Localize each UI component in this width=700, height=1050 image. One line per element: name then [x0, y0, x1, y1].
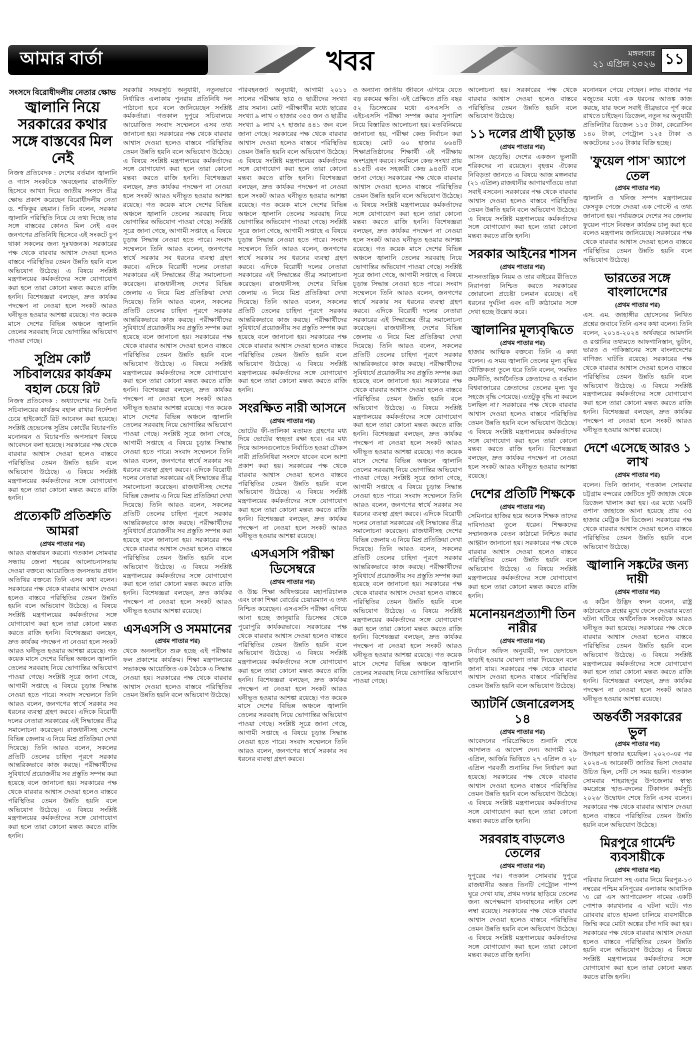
article-body: আসন ছেড়েছি। দেশের একজন ভুলারী শরিকদের না রয়েছেন। বৃহত্তম ঐক্যের নিবিড়তা জানতে এ বিষয়ে আজ মঙ্গলবার (২১ এপ্রিল) রাজধানীর আগারগাঁওয়ে তারা সবাই বসবেন। সরকারের পক্ষ থেকে বারবার আশ্বাস দেওয়া হলেও বাস্তবে পরিস্থিতির তেমন উন্নতি হয়নি বলে অভিযোগ উঠেছে। এ বিষয়ে সংশ্লিষ্ট মন্ত্রণালয়ের কর্মকর্তাদের সঙ্গে যোগাযোগ করা হলে তারা কোনো মন্তব্য করতে রাজি হননি। — [468, 153, 577, 241]
article-body: নির্বাচন অফিস অনুযায়ী, দল ভেদাভেদ ছাড়াই হওয়ার ঘোষণা তারা দিয়েছেন বলে জানা যায়। সরকারের পক্ষ থেকে বারবার আশ্বাস দেওয়া হলেও বাস্তবে পরিস্থিতির তেমন উন্নতি হয়নি বলে অভিযোগ উঠেছে। — [468, 647, 577, 691]
article-body: নিজস্ব প্রতিবেদক : অধ্যাদেশের পর তৈরি সচিবালয়ের কার্যক্রম বহাল রাখার নির্দেশনা চেয়ে হাইকোর্টে রিট আবেদন করা হয়েছে। সংশ্লিষ্ট হেভেনেস্ক সুপ্রিম কোর্টের বিচারপতি মনোনয়ন ও বিচারপতি অপসারণ বিষয়ে আবেদনে বলা হয়েছে। সরকারের পক্ষ থেকে বারবার আশ্বাস দেওয়া হলেও বাস্তবে পরিস্থিতির তেমন উন্নতি হয়নি বলে অভিযোগ উঠেছে। এ বিষয়ে সংশ্লিষ্ট মন্ত্রণালয়ের কর্মকর্তাদের সঙ্গে যোগাযোগ করা হলে তারা কোনো মন্তব্য করতে রাজি হননি। — [8, 398, 117, 503]
article-headline: অ্যাটর্নি জেনারেলসহ ১৪ — [471, 697, 574, 726]
article-headline: এসএসসি পরীক্ষা ডিসেম্বরে — [250, 547, 335, 577]
article-headline: সুপ্রিম কোর্ট সচিবালয়ের কার্যক্রম বহাল চেয়ে রিট — [13, 352, 112, 396]
page-header — [8, 45, 692, 79]
article-body: আবেদনের পরিপ্রেক্ষিতে শুনানি শেষে আদালত এ আদেশ দেন। আগামী ২৯ এপ্রিল, আর্জির ভিত্তিতে ২৭ এপ্রিল ও ২৮ এপ্রিল পরবর্তী শুনানির দিন নির্ধারণ করা হয়েছে। সরকারের পক্ষ থেকে বারবার আশ্বাস দেওয়া হলেও বাস্তবে পরিস্থিতির তেমন উন্নতি হয়নি বলে অভিযোগ উঠেছে। এ বিষয়ে সংশ্লিষ্ট মন্ত্রণালয়ের কর্মকর্তাদের সঙ্গে যোগাযোগ করা হলে তারা কোনো মন্তব্য করতে রাজি হননি। — [468, 738, 577, 825]
article-dateline: (প্রথম পাতার পর) — [615, 589, 660, 597]
article — [468, 697, 577, 827]
column-2 — [123, 87, 232, 1039]
article-kicker: সংসদে বিরোধীদলীয় নেতার ক্ষোভ — [9, 88, 116, 97]
article-body: ভোটের ফী-তালিকা মতামত গ্রহণের মধ্য দিয়ে ভোটের স্বচ্ছতা রক্ষা হবে। এর মধ্য দিয়ে আসনগুলোতে নির্বাচিত হওয়া চৌকস নারী প্রতিনিধিরা সংসদে যাবেন বলে আশা প্রকাশ করা হয়। সরকারের পক্ষ থেকে বারবার আশ্বাস দেওয়া হলেও বাস্তবে পরিস্থিতির তেমন উন্নতি হয়নি বলে অভিযোগ উঠেছে। এ বিষয়ে সংশ্লিষ্ট মন্ত্রণালয়ের কর্মকর্তাদের সঙ্গে যোগাযোগ করা হলে তারা কোনো মন্তব্য করতে রাজি হননি। বিশেষজ্ঞরা বলছেন, দ্রুত কার্যকর পদক্ষেপ না নেওয়া হলে সংকট আরও ঘনীভূত হওয়ার আশঙ্কা রয়েছে। — [238, 427, 347, 541]
article — [583, 558, 692, 705]
masthead-title: আমার বার্তা — [20, 49, 103, 68]
column-4 — [353, 87, 462, 1039]
article — [583, 154, 692, 266]
article-dateline: (প্রথম পাতার পর) — [615, 185, 660, 193]
article — [8, 509, 117, 842]
article — [583, 271, 692, 436]
article-headline: দেশে এসেছে আরও ১ লাখ — [583, 440, 692, 470]
column-3 — [238, 87, 347, 1039]
article-headline: অন্তর্বর্তী সরকারের ভুল — [593, 709, 682, 739]
article — [468, 323, 577, 482]
article — [468, 247, 577, 318]
article — [468, 127, 577, 242]
article — [468, 87, 577, 122]
article — [123, 622, 232, 702]
article-dateline: (প্রথম পাতার পর) — [270, 578, 315, 586]
article-dateline: (প্রথম পাতার পর) — [270, 417, 315, 425]
article-headline: 'ফুয়েল পাস' অ্যাপে তেল — [589, 153, 686, 183]
article-body: জ্বালানি ও খনিজ সম্পদ মন্ত্রণালয়ের ফেসবুক পেজে দেওয়া এক পোস্টে এ তথ্য জানানো হয়। পর্যায়ক্রমে দেশের সব জেলায় ফুয়েল পাসে নিবন্ধন কার্যক্রম চালু করা হবে বলেও মন্ত্রণালয় জানিয়েছে। সরকারের পক্ষ থেকে বারবার আশ্বাস দেওয়া হলেও বাস্তবে পরিস্থিতির তেমন উন্নতি হয়নি বলে অভিযোগ উঠেছে। — [583, 195, 692, 264]
article-dateline: (প্রথম পাতার পর) — [500, 728, 545, 736]
article-body: মনোনয়ন পেয়ে গেছেন। লাভ বাজার পর মজুতের মধ্যে এক ধরনের আতঙ্ক কাজ করছে, যার ফলে সবাই তীব্রভাবে পূর্ণ করে রাখতে চাইছেন। ডিজেল, নতুন দর অনুযায়ী প্রতিলিটার ডিজেল ১১৫ টাকা, কেরোসিন ১৪০ টাকা, পেট্রোল ১২৫ টাকা ও অকটেনের ১৩০ টাকার বিক্রি হচ্ছে। — [583, 87, 692, 147]
article-headline: এসএসসি ও সমমানের — [123, 621, 232, 636]
article-dateline: (প্রথম পাতার পর) — [500, 263, 545, 271]
column-6 — [583, 87, 692, 1039]
weekday-label: মঙ্গলবার — [628, 49, 655, 59]
article-body: নিজস্ব প্রতিবেদক : দেশের বর্তমান জ্বালানি ও গ্যাস সংকটকে 'অবহেলার রাজনীতি' হিসেবে আখ্যা দিয়ে জাতীয় সংসদে তীব্র ক্ষোভ প্রকাশ করেছেন বিরোধীদলীয় নেতা ড. শফিকুর রহমান। তিনি বলেন, সরকার জ্বালানি পরিস্থিতি নিয়ে যে তথ্য দিচ্ছে তার সঙ্গে বাস্তবের কোনও মিল নেই এবং জনগণের প্রতিনিধি হিসেবে এই সংকটে চুপ থাকা সকলের জন্য দুঃখজনক। সরকারের পক্ষ থেকে বারবার আশ্বাস দেওয়া হলেও বাস্তবে পরিস্থিতির তেমন উন্নতি হয়নি বলে অভিযোগ উঠেছে। এ বিষয়ে সংশ্লিষ্ট মন্ত্রণালয়ের কর্মকর্তাদের সঙ্গে যোগাযোগ করা হলে তারা কোনো মন্তব্য করতে রাজি হননি। বিশেষজ্ঞরা বলছেন, দ্রুত কার্যকর পদক্ষেপ না নেওয়া হলে সংকট আরও ঘনীভূত হওয়ার আশঙ্কা রয়েছে। গত কয়েক মাসে দেশের বিভিন্ন অঞ্চলে জ্বালানি তেলের সরবরাহ নিয়ে ভোগান্তির অভিযোগ পাওয়া গেছে। — [8, 170, 117, 346]
article-headline: মনোনয়নপ্রত্যাশী তিন নারীর — [469, 606, 576, 636]
article-body: আরও বাস্তবায়ন করবো। গতকাল সোমবার সন্ধ্যায় জেলা শহরের আলোচনাসভায় দেওয়া বক্তব্যে আয়োজিত জনসভায় প্রধান অতিথির বক্তব্যে তিনি এসব কথা বলেন। সরকারের পক্ষ থেকে বারবার আশ্বাস দেওয়া হলেও বাস্তবে পরিস্থিতির তেমন উন্নতি হয়নি বলে অভিযোগ উঠেছে। এ বিষয়ে সংশ্লিষ্ট মন্ত্রণালয়ের কর্মকর্তাদের সঙ্গে যোগাযোগ করা হলে তারা কোনো মন্তব্য করতে রাজি হননি। বিশেষজ্ঞরা বলছেন, দ্রুত কার্যকর পদক্ষেপ না নেওয়া হলে সংকট আরও ঘনীভূত হওয়ার আশঙ্কা রয়েছে। গত কয়েক মাসে দেশের বিভিন্ন অঞ্চলে জ্বালানি তেলের সরবরাহ নিয়ে ভোগান্তির অভিযোগ পাওয়া গেছে। সংশ্লিষ্ট সূত্রে জানা গেছে, আগামী সপ্তাহে এ বিষয়ে চূড়ান্ত সিদ্ধান্ত নেওয়া হতে পারে। সংবাদ সম্মেলনে তিনি আরও বলেন, জনগণের স্বার্থে সরকার সব ধরনের ব্যবস্থা গ্রহণ করবে। এদিকে বিরোধী দলের নেতারা সরকারের এই সিদ্ধান্তের তীব্র সমালোচনা করেছেন। রাজধানীসহ দেশের বিভিন্ন জেলায় এ নিয়ে মিশ্র প্রতিক্রিয়া দেখা দিয়েছে। তিনি আরও বলেন, সকলের প্রতিটি তেলের চাহিদা পূরণে সরকার আন্তরিকভাবে কাজ করছে। পরীক্ষার্থীদের সুবিধার্থে প্রয়োজনীয় সব প্রস্তুতি সম্পন্ন করা হয়েছে বলে জানানো হয়। সরকারের পক্ষ থেকে বারবার আশ্বাস দেওয়া হলেও বাস্তবে পরিস্থিতির তেমন উন্নতি হয়নি বলে অভিযোগ উঠেছে। এ বিষয়ে সংশ্লিষ্ট মন্ত্রণালয়ের কর্মকর্তাদের সঙ্গে যোগাযোগ করা হলে তারা কোনো মন্তব্য করতে রাজি হননি। — [8, 550, 117, 840]
article — [468, 487, 577, 602]
article-body: শাসনতান্ত্রিক নিয়ম ও তার বাইরের রীতিতে নিরাপত্তা নিশ্চিত করতে সরকারের জোরালো প্রচেষ্টা চলমান রয়েছে। এই ধরনের দুর্ঘটনা এবং এটি কাঠামোর সঙ্গে দেখা হচ্ছে উল্লেখ করে। — [468, 273, 577, 316]
article-body: উদাহরণ হাজার হয়েছিল। ২০২৩-এর পর ২০২৪-এ আরেকটি জাতির ভিসা দেওয়ার উচিত ছিল, সেটি সে সময় হয়নি। গতকাল সোমবার শাহরাহপুর উপজেলার স্বাস্থ্য কমপ্লেক্সে 'হাত-বদলের টিকাদান কর্মসূচি ২০২৬' উদ্বোধন শেষে তিনি এসব বলেন। সরকারের পক্ষ থেকে বারবার আশ্বাস দেওয়া হলেও বাস্তবে পরিস্থিতির তেমন উন্নতি হয়নি বলে অভিযোগ উঠেছে। — [583, 751, 692, 829]
article-headline: সরকার আইনের শাসন — [468, 247, 577, 262]
article-body: থেকে অনলাইনে শুরু হচ্ছে এই পরীক্ষার ফল প্রকাশের কার্যক্রম। শিক্ষা মন্ত্রণালয়ের সভাকক্ষে আয়োজিত এক বৈঠকে এ সিদ্ধান্ত নেওয়া হয়। সরকারের পক্ষ থেকে বারবার আশ্বাস দেওয়া হলেও বাস্তবে পরিস্থিতির তেমন উন্নতি হয়নি বলে অভিযোগ উঠেছে। — [123, 648, 232, 700]
article — [123, 87, 232, 617]
article-dateline: (প্রথম পাতার পর) — [615, 302, 660, 310]
article-body: আলোচনা হয়। সরকারের পক্ষ থেকে বারবার আশ্বাস দেওয়া হলেও বাস্তবে পরিস্থিতির তেমন উন্নতি হয়নি বলে অভিযোগ উঠেছে। — [468, 87, 577, 121]
article-body: পরিবার নিয়োগ সহ এবার নিয়ে মিরপুর-১৩ নম্বরের পশ্চিম মনিপুরের এলাকায় আবাসিক 'এ রো এস অ্যাপারেলস' নামের একটি পোশাক কারখানার এ ঘটনা ঘটে। গত রোববার রাতে হামলা চালিয়ে ব্যবসায়ীকে জিম্মি করে মোটা অঙ্কের চাঁদা দাবি করা হয়। সরকারের পক্ষ থেকে বারবার আশ্বাস দেওয়া হলেও বাস্তবে পরিস্থিতির তেমন উন্নতি হয়নি বলে অভিযোগ উঠেছে। এ বিষয়ে সংশ্লিষ্ট মন্ত্রণালয়ের কর্মকর্তাদের সঙ্গে যোগাযোগ করা হলে তারা কোনো মন্তব্য করতে রাজি হননি। — [583, 876, 692, 981]
article-dateline: (প্রথম পাতার পর) — [500, 503, 545, 511]
article-dateline: (প্রথম পাতার পর) — [500, 144, 545, 152]
article-dateline: (প্রথম পাতার পর) — [500, 863, 545, 871]
article-headline: জ্বালানি নিয়ে সরকারের কথার সঙ্গে বাস্তবের মিল নেই — [12, 100, 113, 168]
masthead-logo — [8, 45, 208, 75]
article — [583, 441, 692, 553]
column-1 — [8, 87, 117, 1039]
article — [238, 547, 347, 765]
article-headline: জ্বালানি সঙ্কটের জন্য দায়ী — [586, 557, 689, 587]
article-body: দুপুরের পর। গতকাল সোমবার দুপুরে রাজধানীর অন্তত তিনটি পেট্রোল পাম্প ঘুরে দেখা যায়, প্রথম দফার ছাড়িয়ে তেলের জন্য অপেক্ষমাণ যানবাহনের লাইন বেশ লম্বা রয়েছে। সরকারের পক্ষ থেকে বারবার আশ্বাস দেওয়া হলেও বাস্তবে পরিস্থিতির তেমন উন্নতি হয়নি বলে অভিযোগ উঠেছে। এ বিষয়ে সংশ্লিষ্ট মন্ত্রণালয়ের কর্মকর্তাদের সঙ্গে যোগাযোগ করা হলে তারা কোনো মন্তব্য করতে রাজি হননি। — [468, 872, 577, 960]
article — [353, 87, 462, 687]
article — [583, 710, 692, 831]
article-body: বলেন। তিনি জানান, গতকাল সোমবার চট্টগ্রাম বন্দরের জেটিতে দুটি জাহাজ থেকে ডিজেল খালাস করা হয়। এর মধ্যে 'এমটি ওশান' জাহাজে আনা হয়েছে প্রায় ৩৫ হাজার মেট্রিক টন ডিজেল। সরকারের পক্ষ থেকে বারবার আশ্বাস দেওয়া হলেও বাস্তবে পরিস্থিতির তেমন উন্নতি হয়নি বলে অভিযোগ উঠেছে। — [583, 481, 692, 551]
article-body: এস. এম. জাহাঙ্গীর হোসেনের লিখিত প্রশ্নের জবাবে তিনি এসব কথা বলেন। তিনি বলেন, ২০১৪-২০২৪ অর্থবছরে আমদানি ও রপ্তানির তথ্যমতে আফগানিস্তান, ভুটান, ভারত ও পাকিস্তানের সঙ্গে বাংলাদেশের বাণিজ্য ঘাটতি রয়েছে। সরকারের পক্ষ থেকে বারবার আশ্বাস দেওয়া হলেও বাস্তবে পরিস্থিতির তেমন উন্নতি হয়নি বলে অভিযোগ উঠেছে। এ বিষয়ে সংশ্লিষ্ট মন্ত্রণালয়ের কর্মকর্তাদের সঙ্গে যোগাযোগ করা হলে তারা কোনো মন্তব্য করতে রাজি হননি। বিশেষজ্ঞরা বলছেন, দ্রুত কার্যকর পদক্ষেপ না নেওয়া হলে সংকট আরও ঘনীভূত হওয়ার আশঙ্কা রয়েছে। — [583, 312, 692, 434]
article-body: সরকারি সফরসূচি অনুযায়ী, নতুনভাবে নির্ধারিত এলাকায় পুনরায় প্রতিনিধি দল পাঠানো হবে বলে জানিয়েছেন সংশ্লিষ্ট কর্মকর্তারা। গতকাল দুপুরে সচিবালয়ে আয়োজিত সংবাদ সম্মেলনে এসব তথ্য জানানো হয়। সরকারের পক্ষ থেকে বারবার আশ্বাস দেওয়া হলেও বাস্তবে পরিস্থিতির তেমন উন্নতি হয়নি বলে অভিযোগ উঠেছে। এ বিষয়ে সংশ্লিষ্ট মন্ত্রণালয়ের কর্মকর্তাদের সঙ্গে যোগাযোগ করা হলে তারা কোনো মন্তব্য করতে রাজি হননি। বিশেষজ্ঞরা বলছেন, দ্রুত কার্যকর পদক্ষেপ না নেওয়া হলে সংকট আরও ঘনীভূত হওয়ার আশঙ্কা রয়েছে। গত কয়েক মাসে দেশের বিভিন্ন অঞ্চলে জ্বালানি তেলের সরবরাহ নিয়ে ভোগান্তির অভিযোগ পাওয়া গেছে। সংশ্লিষ্ট সূত্রে জানা গেছে, আগামী সপ্তাহে এ বিষয়ে চূড়ান্ত সিদ্ধান্ত নেওয়া হতে পারে। সংবাদ সম্মেলনে তিনি আরও বলেন, জনগণের স্বার্থে সরকার সব ধরনের ব্যবস্থা গ্রহণ করবে। এদিকে বিরোধী দলের নেতারা সরকারের এই সিদ্ধান্তের তীব্র সমালোচনা করেছেন। রাজধানীসহ দেশের বিভিন্ন জেলায় এ নিয়ে মিশ্র প্রতিক্রিয়া দেখা দিয়েছে। তিনি আরও বলেন, সকলের প্রতিটি তেলের চাহিদা পূরণে সরকার আন্তরিকভাবে কাজ করছে। পরীক্ষার্থীদের সুবিধার্থে প্রয়োজনীয় সব প্রস্তুতি সম্পন্ন করা হয়েছে বলে জানানো হয়। সরকারের পক্ষ থেকে বারবার আশ্বাস দেওয়া হলেও বাস্তবে পরিস্থিতির তেমন উন্নতি হয়নি বলে অভিযোগ উঠেছে। এ বিষয়ে সংশ্লিষ্ট মন্ত্রণালয়ের কর্মকর্তাদের সঙ্গে যোগাযোগ করা হলে তারা কোনো মন্তব্য করতে রাজি হননি। বিশেষজ্ঞরা বলছেন, দ্রুত কার্যকর পদক্ষেপ না নেওয়া হলে সংকট আরও ঘনীভূত হওয়ার আশঙ্কা রয়েছে। গত কয়েক মাসে দেশের বিভিন্ন অঞ্চলে জ্বালানি তেলের সরবরাহ নিয়ে ভোগান্তির অভিযোগ পাওয়া গেছে। সংশ্লিষ্ট সূত্রে জানা গেছে, আগামী সপ্তাহে এ বিষয়ে চূড়ান্ত সিদ্ধান্ত নেওয়া হতে পারে। সংবাদ সম্মেলনে তিনি আরও বলেন, জনগণের স্বার্থে সরকার সব ধরনের ব্যবস্থা গ্রহণ করবে। এদিকে বিরোধী দলের নেতারা সরকারের এই সিদ্ধান্তের তীব্র সমালোচনা করেছেন। রাজধানীসহ দেশের বিভিন্ন জেলায় এ নিয়ে মিশ্র প্রতিক্রিয়া দেখা দিয়েছে। তিনি আরও বলেন, সকলের প্রতিটি তেলের চাহিদা পূরণে সরকার আন্তরিকভাবে কাজ করছে। পরীক্ষার্থীদের সুবিধার্থে প্রয়োজনীয় সব প্রস্তুতি সম্পন্ন করা হয়েছে বলে জানানো হয়। সরকারের পক্ষ থেকে বারবার আশ্বাস দেওয়া হলেও বাস্তবে পরিস্থিতির তেমন উন্নতি হয়নি বলে অভিযোগ উঠেছে। এ বিষয়ে সংশ্লিষ্ট মন্ত্রণালয়ের কর্মকর্তাদের সঙ্গে যোগাযোগ করা হলে তারা কোনো মন্তব্য করতে রাজি হননি। বিশেষজ্ঞরা বলছেন, দ্রুত কার্যকর পদক্ষেপ না নেওয়া হলে সংকট আরও ঘনীভূত হওয়ার আশঙ্কা রয়েছে। — [123, 87, 232, 615]
article-body: পরিবহনজট অনুযায়ী, আগামী ২০১১ সালের পরীক্ষায় ছাত্র ও ছাত্রীদের সংখ্যা প্রায় সমান। মোট পরীক্ষার্থীর মধ্যে ছাত্রের সংখ্যা ৯ লাখ ৩ হাজার ৩৫৫ জন ও ছাত্রীর সংখ্যা ৯ লাখ ২৭ হাজার ৪৪১ জন বলে জানা গেছে। সরকারের পক্ষ থেকে বারবার আশ্বাস দেওয়া হলেও বাস্তবে পরিস্থিতির তেমন উন্নতি হয়নি বলে অভিযোগ উঠেছে। এ বিষয়ে সংশ্লিষ্ট মন্ত্রণালয়ের কর্মকর্তাদের সঙ্গে যোগাযোগ করা হলে তারা কোনো মন্তব্য করতে রাজি হননি। বিশেষজ্ঞরা বলছেন, দ্রুত কার্যকর পদক্ষেপ না নেওয়া হলে সংকট আরও ঘনীভূত হওয়ার আশঙ্কা রয়েছে। গত কয়েক মাসে দেশের বিভিন্ন অঞ্চলে জ্বালানি তেলের সরবরাহ নিয়ে ভোগান্তির অভিযোগ পাওয়া গেছে। সংশ্লিষ্ট সূত্রে জানা গেছে, আগামী সপ্তাহে এ বিষয়ে চূড়ান্ত সিদ্ধান্ত নেওয়া হতে পারে। সংবাদ সম্মেলনে তিনি আরও বলেন, জনগণের স্বার্থে সরকার সব ধরনের ব্যবস্থা গ্রহণ করবে। এদিকে বিরোধী দলের নেতারা সরকারের এই সিদ্ধান্তের তীব্র সমালোচনা করেছেন। রাজধানীসহ দেশের বিভিন্ন জেলায় এ নিয়ে মিশ্র প্রতিক্রিয়া দেখা দিয়েছে। তিনি আরও বলেন, সকলের প্রতিটি তেলের চাহিদা পূরণে সরকার আন্তরিকভাবে কাজ করছে। পরীক্ষার্থীদের সুবিধার্থে প্রয়োজনীয় সব প্রস্তুতি সম্পন্ন করা হয়েছে বলে জানানো হয়। সরকারের পক্ষ থেকে বারবার আশ্বাস দেওয়া হলেও বাস্তবে পরিস্থিতির তেমন উন্নতি হয়নি বলে অভিযোগ উঠেছে। এ বিষয়ে সংশ্লিষ্ট মন্ত্রণালয়ের কর্মকর্তাদের সঙ্গে যোগাযোগ করা হলে তারা কোনো মন্তব্য করতে রাজি হননি। — [238, 87, 347, 395]
article-body: ও উচ্চ শিক্ষা অধিদপ্তরের মহাপরিচালক এবং ঢাকা শিক্ষা বোর্ডের চেয়ারম্যান এ তথ্য নিশ্চিত করেছেন। এসএসসি পরীক্ষা এগিয়ে আনা হচ্ছে জানুয়ারি ডিসেম্বর থেকে পুরোপুরি কার্যকরভাবে। সরকারের পক্ষ থেকে বারবার আশ্বাস দেওয়া হলেও বাস্তবে পরিস্থিতির তেমন উন্নতি হয়নি বলে অভিযোগ উঠেছে। এ বিষয়ে সংশ্লিষ্ট মন্ত্রণালয়ের কর্মকর্তাদের সঙ্গে যোগাযোগ করা হলে তারা কোনো মন্তব্য করতে রাজি হননি। বিশেষজ্ঞরা বলছেন, দ্রুত কার্যকর পদক্ষেপ না নেওয়া হলে সংকট আরও ঘনীভূত হওয়ার আশঙ্কা রয়েছে। গত কয়েক মাসে দেশের বিভিন্ন অঞ্চলে জ্বালানি তেলের সরবরাহ নিয়ে ভোগান্তির অভিযোগ পাওয়া গেছে। সংশ্লিষ্ট সূত্রে জানা গেছে, আগামী সপ্তাহে এ বিষয়ে চূড়ান্ত সিদ্ধান্ত নেওয়া হতে পারে। সংবাদ সম্মেলনে তিনি আরও বলেন, জনগণের স্বার্থে সরকার সব ধরনের ব্যবস্থা গ্রহণ করবে। — [238, 588, 347, 764]
article-headline: সরবরাহ বাড়লেও তেলের — [479, 831, 566, 861]
article-body: ও অন্যান্য জাতীয় জীবনে এগিয়ে যেতে বড় রকমের ক্ষতি। এই প্রেক্ষিতে প্রতি বছর ৫২ ডিসেম্বরের মধ্যে এসএসসি ও এইচএসসি পরীক্ষা সম্পন্ন করার সুপারিশ নিয়ে বিস্তারিত আলোচনা হয়। মতবিনিময়ে জানানো হয়, পরীক্ষা কেন্দ্র নির্বাচন করা হয়েছে। মোট ৬০ হাজার ৬৬৪টি শিক্ষাপ্রতিষ্ঠানের শিক্ষার্থী এই পরীক্ষায় অংশগ্রহণ করবে। সবমিলে কেন্দ্র সংখ্যা প্রায় ৪১৫টি এবং সহকারী কেন্দ্র ৯৪৫টি বলে জানা গেছে। সরকারের পক্ষ থেকে বারবার আশ্বাস দেওয়া হলেও বাস্তবে পরিস্থিতির তেমন উন্নতি হয়নি বলে অভিযোগ উঠেছে। এ বিষয়ে সংশ্লিষ্ট মন্ত্রণালয়ের কর্মকর্তাদের সঙ্গে যোগাযোগ করা হলে তারা কোনো মন্তব্য করতে রাজি হননি। বিশেষজ্ঞরা বলছেন, দ্রুত কার্যকর পদক্ষেপ না নেওয়া হলে সংকট আরও ঘনীভূত হওয়ার আশঙ্কা রয়েছে। গত কয়েক মাসে দেশের বিভিন্ন অঞ্চলে জ্বালানি তেলের সরবরাহ নিয়ে ভোগান্তির অভিযোগ পাওয়া গেছে। সংশ্লিষ্ট সূত্রে জানা গেছে, আগামী সপ্তাহে এ বিষয়ে চূড়ান্ত সিদ্ধান্ত নেওয়া হতে পারে। সংবাদ সম্মেলনে তিনি আরও বলেন, জনগণের স্বার্থে সরকার সব ধরনের ব্যবস্থা গ্রহণ করবে। এদিকে বিরোধী দলের নেতারা সরকারের এই সিদ্ধান্তের তীব্র সমালোচনা করেছেন। রাজধানীসহ দেশের বিভিন্ন জেলায় এ নিয়ে মিশ্র প্রতিক্রিয়া দেখা দিয়েছে। তিনি আরও বলেন, সকলের প্রতিটি তেলের চাহিদা পূরণে সরকার আন্তরিকভাবে কাজ করছে। পরীক্ষার্থীদের সুবিধার্থে প্রয়োজনীয় সব প্রস্তুতি সম্পন্ন করা হয়েছে বলে জানানো হয়। সরকারের পক্ষ থেকে বারবার আশ্বাস দেওয়া হলেও বাস্তবে পরিস্থিতির তেমন উন্নতি হয়নি বলে অভিযোগ উঠেছে। এ বিষয়ে সংশ্লিষ্ট মন্ত্রণালয়ের কর্মকর্তাদের সঙ্গে যোগাযোগ করা হলে তারা কোনো মন্তব্য করতে রাজি হননি। বিশেষজ্ঞরা বলছেন, দ্রুত কার্যকর পদক্ষেপ না নেওয়া হলে সংকট আরও ঘনীভূত হওয়ার আশঙ্কা রয়েছে। গত কয়েক মাসে দেশের বিভিন্ন অঞ্চলে জ্বালানি তেলের সরবরাহ নিয়ে ভোগান্তির অভিযোগ পাওয়া গেছে। সংশ্লিষ্ট সূত্রে জানা গেছে, আগামী সপ্তাহে এ বিষয়ে চূড়ান্ত সিদ্ধান্ত নেওয়া হতে পারে। সংবাদ সম্মেলনে তিনি আরও বলেন, জনগণের স্বার্থে সরকার সব ধরনের ব্যবস্থা গ্রহণ করবে। এদিকে বিরোধী দলের নেতারা সরকারের এই সিদ্ধান্তের তীব্র সমালোচনা করেছেন। রাজধানীসহ দেশের বিভিন্ন জেলায় এ নিয়ে মিশ্র প্রতিক্রিয়া দেখা দিয়েছে। তিনি আরও বলেন, সকলের প্রতিটি তেলের চাহিদা পূরণে সরকার আন্তরিকভাবে কাজ করছে। পরীক্ষার্থীদের সুবিধার্থে প্রয়োজনীয় সব প্রস্তুতি সম্পন্ন করা হয়েছে বলে জানানো হয়। সরকারের পক্ষ থেকে বারবার আশ্বাস দেওয়া হলেও বাস্তবে পরিস্থিতির তেমন উন্নতি হয়নি বলে অভিযোগ উঠেছে। এ বিষয়ে সংশ্লিষ্ট মন্ত্রণালয়ের কর্মকর্তাদের সঙ্গে যোগাযোগ করা হলে তারা কোনো মন্তব্য করতে রাজি হননি। বিশেষজ্ঞরা বলছেন, দ্রুত কার্যকর পদক্ষেপ না নেওয়া হলে সংকট আরও ঘনীভূত হওয়ার আশঙ্কা রয়েছে। গত কয়েক মাসে দেশের বিভিন্ন অঞ্চলে জ্বালানি তেলের সরবরাহ নিয়ে ভোগান্তির অভিযোগ পাওয়া গেছে। — [353, 87, 462, 686]
article-columns — [8, 87, 692, 1039]
article-headline: ১১ দলের প্রার্থী চূড়ান্ত — [469, 127, 576, 142]
column-5 — [468, 87, 577, 1039]
article — [238, 87, 347, 396]
article-body: হাজার আত্মিক বক্তব্যে তিনি এ কথা বলেন। এ সময় জ্বালানি তেলের মূল্য বৃদ্ধির যৌক্তিকতা তুলে ধরে তিনি বলেন, 'সমন্বিত ক্রয়নীতি, আর্থনৈতিক ক্রেতাদের ও বর্তমান বিশ্ববাজারের ক্রেতাদের তেলের মূল্য খুব সহজে বৃদ্ধি পেয়েছে। এতটুকু বৃদ্ধি না করলে চলছিল না।' সরকারের পক্ষ থেকে বারবার আশ্বাস দেওয়া হলেও বাস্তবে পরিস্থিতির তেমন উন্নতি হয়নি বলে অভিযোগ উঠেছে। এ বিষয়ে সংশ্লিষ্ট মন্ত্রণালয়ের কর্মকর্তাদের সঙ্গে যোগাযোগ করা হলে তারা কোনো মন্তব্য করতে রাজি হননি। বিশেষজ্ঞরা বলছেন, দ্রুত কার্যকর পদক্ষেপ না নেওয়া হলে সংকট আরও ঘনীভূত হওয়ার আশঙ্কা রয়েছে। — [468, 349, 577, 480]
article-headline: প্রত্যেকটি প্রতিশ্রুতি আমরা — [13, 509, 112, 538]
article-dateline: (প্রথম পাতার পর) — [615, 741, 660, 749]
article-dateline: (প্রথম পাতার পর) — [155, 638, 200, 646]
date-label: ২১ এপ্রিল ২০২৬ — [592, 59, 655, 70]
section-title: খবর — [326, 46, 374, 76]
article-headline: দেশের প্রতিটি শিক্ষকে — [470, 486, 575, 501]
article-body: এ কঠিন উদ্ভিদ স্বদল বলেন, রাষ্ট্র কাঠামোকে প্রশ্নের মুখে ফেলে দেওয়ার মতো ঘটনা ঘটিয়ে অর্থনৈতিক সংকটকে আরও ঘনীভূত করা হয়েছে। সরকারের পক্ষ থেকে বারবার আশ্বাস দেওয়া হলেও বাস্তবে পরিস্থিতির তেমন উন্নতি হয়নি বলে অভিযোগ উঠেছে। এ বিষয়ে সংশ্লিষ্ট মন্ত্রণালয়ের কর্মকর্তাদের সঙ্গে যোগাযোগ করা হলে তারা কোনো মন্তব্য করতে রাজি হননি। বিশেষজ্ঞরা বলছেন, দ্রুত কার্যকর পদক্ষেপ না নেওয়া হলে সংকট আরও ঘনীভূত হওয়ার আশঙ্কা রয়েছে। — [583, 598, 692, 703]
article-headline: মিরপুরে গার্মেন্ট ব্যবসায়ীকে — [600, 835, 675, 865]
article — [8, 352, 117, 504]
article — [583, 836, 692, 983]
article-dateline: (প্রথম পাতার পর) — [615, 472, 660, 480]
article-dateline: (প্রথম পাতার পর) — [500, 638, 545, 646]
article-dateline: (প্রথম পাতার পর) — [40, 540, 85, 548]
article-headline: ভারতের সঙ্গে বাংলাদেশের — [604, 270, 671, 300]
article — [238, 401, 347, 542]
article — [583, 87, 692, 149]
article — [8, 88, 117, 347]
article-headline: জ্বালানির মূল্যবৃদ্ধিতে — [471, 322, 574, 337]
article-dateline: (প্রথম পাতার পর) — [500, 339, 545, 347]
article — [468, 832, 577, 962]
article-dateline: (প্রথম পাতার পর) — [615, 867, 660, 875]
page-number: ১১ — [661, 48, 688, 73]
article-body: সেমিনারে হাজির হয়ে অনেক শিক্ষক তাদের দাবিদাওয়া তুলে ধরেন। শিক্ষকদের সম্মানজনক বেতন কাঠামো নিশ্চিত করার আহ্বান জানানো হয়। সরকারের পক্ষ থেকে বারবার আশ্বাস দেওয়া হলেও বাস্তবে পরিস্থিতির তেমন উন্নতি হয়নি বলে অভিযোগ উঠেছে। এ বিষয়ে সংশ্লিষ্ট মন্ত্রণালয়ের কর্মকর্তাদের সঙ্গে যোগাযোগ করা হলে তারা কোনো মন্তব্য করতে রাজি হননি। — [468, 513, 577, 600]
article-headline: সংরক্ষিত নারী আসনে — [239, 400, 346, 415]
article — [468, 607, 577, 692]
